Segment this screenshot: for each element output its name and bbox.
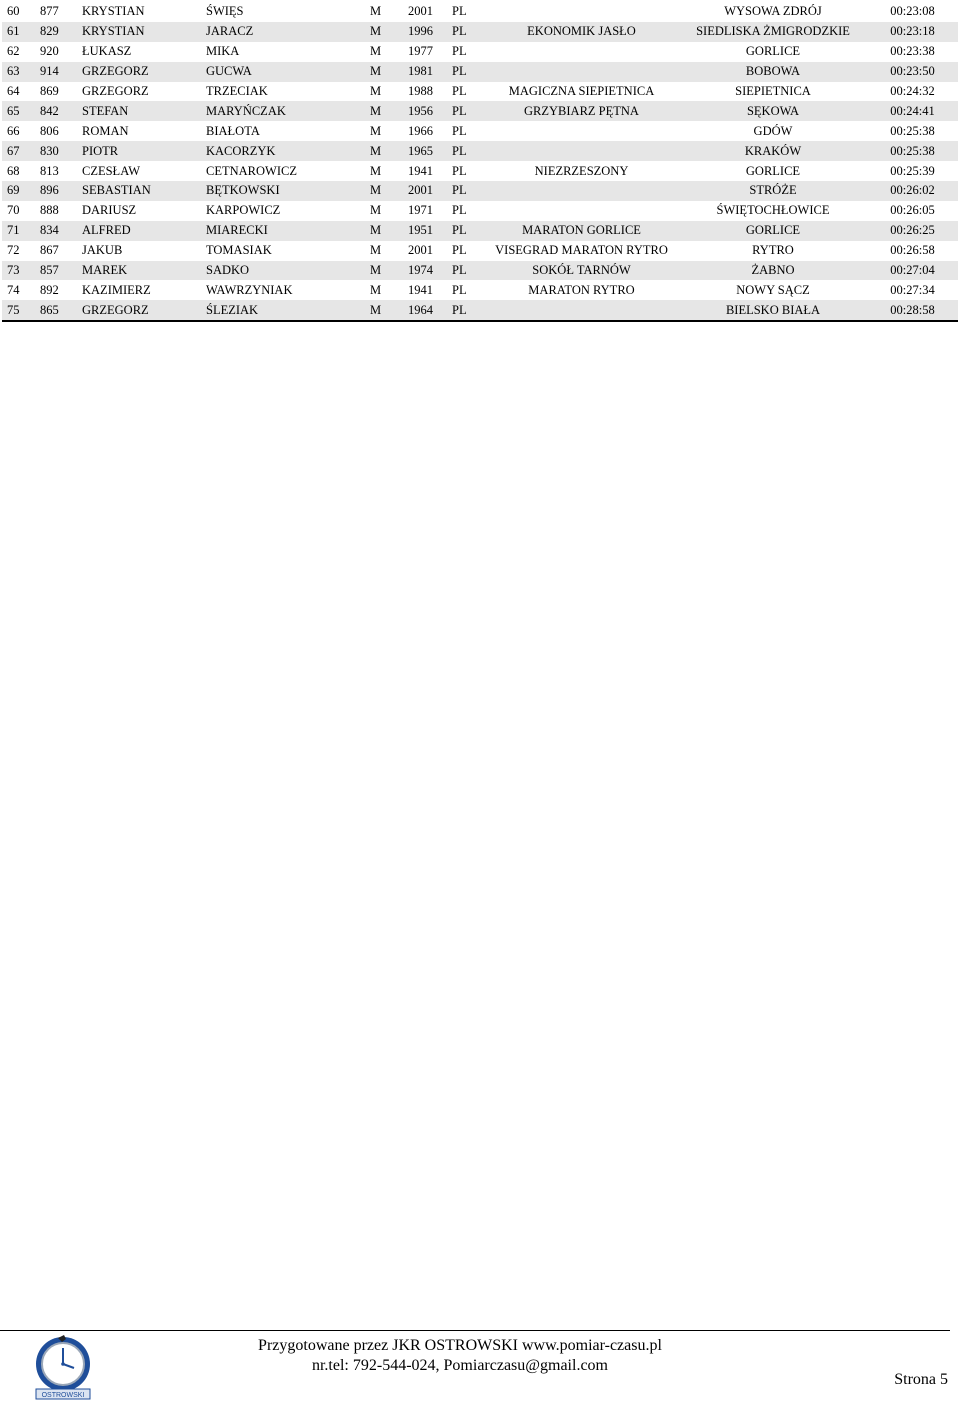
cell-position: 65 <box>2 101 40 121</box>
cell-time: 00:25:39 <box>890 163 935 178</box>
cell-time: 00:23:18 <box>867 22 958 42</box>
footer-credits <box>180 1336 740 1376</box>
cell-sex: M <box>370 221 408 241</box>
cell-bib: 813 <box>40 163 59 178</box>
cell-birth-year: 1941 <box>408 282 433 297</box>
cell-bib: 834 <box>40 221 82 241</box>
table-row <box>2 280 958 300</box>
cell-last-name: WAWRZYNIAK <box>206 282 293 297</box>
cell-first-name: STEFAN <box>82 101 206 121</box>
cell-bib: 914 <box>40 62 82 82</box>
cell-city: ŚWIĘTOCHŁOWICE <box>716 203 830 218</box>
table-row <box>2 221 958 241</box>
cell-position: 70 <box>7 203 20 218</box>
table-row <box>2 300 958 321</box>
cell-city: RYTRO <box>752 243 794 258</box>
cell-sex: M <box>370 84 382 98</box>
cell-first-name: ALFRED <box>82 221 206 241</box>
cell-first-name: KRYSTIAN <box>82 22 206 42</box>
cell-bib: 869 <box>40 84 59 98</box>
cell-sex: M <box>370 181 408 201</box>
cell-country: PL <box>452 101 484 121</box>
cell-time: 00:23:50 <box>867 62 958 82</box>
cell-country: PL <box>452 243 467 258</box>
cell-last-name: SADKO <box>206 261 370 281</box>
cell-bib: 829 <box>40 22 82 42</box>
cell-sex: M <box>370 163 382 178</box>
cell-last-name: MARYŃCZAK <box>206 101 370 121</box>
cell-sex: M <box>370 101 408 121</box>
cell-bib: 806 <box>40 123 59 138</box>
cell-city: GORLICE <box>745 163 801 178</box>
cell-last-name: ŚWIĘS <box>206 4 244 19</box>
cell-city: GDÓW <box>753 123 793 138</box>
cell-bib: 830 <box>40 141 82 161</box>
cell-position: 74 <box>7 282 20 297</box>
cell-bib: 896 <box>40 181 82 201</box>
cell-first-name: JAKUB <box>82 243 123 258</box>
cell-club: SOKÓŁ TARNÓW <box>484 261 679 281</box>
logo-text: OSTROWSKI <box>41 1392 85 1399</box>
cell-sex: M <box>370 243 382 258</box>
cell-country: PL <box>452 282 467 297</box>
cell-club: GRZYBIARZ PĘTNA <box>484 101 679 121</box>
cell-city: BOBOWA <box>679 62 867 82</box>
cell-first-name: GRZEGORZ <box>82 84 149 98</box>
cell-last-name: BĘTKOWSKI <box>206 181 370 201</box>
cell-club <box>484 300 679 321</box>
cell-sex: M <box>370 300 408 321</box>
cell-country: PL <box>452 4 467 19</box>
cell-city: KRAKÓW <box>679 141 867 161</box>
cell-club: MAGICZNA SIEPIETNICA <box>508 84 655 98</box>
cell-last-name: MIARECKI <box>206 221 370 241</box>
cell-birth-year: 1988 <box>408 84 433 98</box>
cell-last-name: GUCWA <box>206 62 370 82</box>
cell-club <box>484 2 679 22</box>
cell-birth-year: 2001 <box>408 4 433 19</box>
ostrowski-logo-icon <box>30 1334 96 1400</box>
cell-birth-year: 2001 <box>408 181 452 201</box>
cell-first-name: PIOTR <box>82 141 206 161</box>
cell-position: 60 <box>7 4 20 19</box>
cell-club: VISEGRAD MARATON RYTRO <box>495 243 668 258</box>
cell-country: PL <box>452 203 467 218</box>
cell-position: 75 <box>2 300 40 321</box>
cell-country: PL <box>452 141 484 161</box>
cell-time: 00:26:05 <box>890 203 935 218</box>
cell-sex: M <box>370 282 382 297</box>
cell-birth-year: 1971 <box>408 203 433 218</box>
cell-sex: M <box>370 4 382 19</box>
table-row <box>2 62 958 82</box>
cell-time: 00:23:38 <box>890 44 935 59</box>
cell-city: GORLICE <box>679 221 867 241</box>
cell-first-name: ROMAN <box>82 123 129 138</box>
cell-city: ŻABNO <box>679 261 867 281</box>
cell-club: NIEZRZESZONY <box>534 163 629 178</box>
cell-first-name: KAZIMIERZ <box>82 282 151 297</box>
cell-time: 00:25:38 <box>867 141 958 161</box>
cell-bib: 842 <box>40 101 82 121</box>
cell-birth-year: 1941 <box>408 163 433 178</box>
cell-last-name: ŚLEZIAK <box>206 300 370 321</box>
cell-position: 66 <box>7 123 20 138</box>
cell-club: MARATON RYTRO <box>528 282 635 297</box>
cell-first-name: DARIUSZ <box>82 203 137 218</box>
cell-last-name: TRZECIAK <box>206 84 268 98</box>
cell-country: PL <box>452 163 467 178</box>
cell-country: PL <box>452 300 484 321</box>
table-row <box>2 22 958 42</box>
cell-last-name: CETNAROWICZ <box>206 163 297 178</box>
cell-birth-year: 1951 <box>408 221 452 241</box>
cell-bib: 920 <box>40 44 59 59</box>
cell-sex: M <box>370 62 408 82</box>
cell-sex: M <box>370 22 408 42</box>
cell-first-name: CZESŁAW <box>82 163 141 178</box>
cell-position: 72 <box>7 243 20 258</box>
cell-country: PL <box>452 123 467 138</box>
footer-line-2: nr.tel: 792-544-024, Pomiarczasu@gmail.com <box>311 1357 608 1374</box>
footer-line-1: Przygotowane przez JKR OSTROWSKI www.pomiar-czasu.pl <box>258 1337 662 1354</box>
cell-birth-year: 2001 <box>408 243 433 258</box>
cell-club: EKONOMIK JASŁO <box>484 22 679 42</box>
cell-time: 00:27:34 <box>890 282 935 297</box>
cell-city: BIELSKO BIAŁA <box>679 300 867 321</box>
cell-last-name: BIAŁOTA <box>206 123 260 138</box>
table-row <box>2 42 958 62</box>
cell-club <box>484 141 679 161</box>
cell-position: 64 <box>7 84 20 98</box>
cell-position: 73 <box>2 261 40 281</box>
cell-position: 67 <box>2 141 40 161</box>
table-row <box>2 181 958 201</box>
cell-last-name: TOMASIAK <box>206 243 272 258</box>
table-row <box>2 82 958 102</box>
table-row <box>2 141 958 161</box>
cell-country: PL <box>452 221 484 241</box>
cell-position: 71 <box>2 221 40 241</box>
cell-last-name: JARACZ <box>206 22 370 42</box>
table-row <box>2 101 958 121</box>
cell-country: PL <box>452 62 484 82</box>
cell-birth-year: 1974 <box>408 261 452 281</box>
cell-bib: 857 <box>40 261 82 281</box>
cell-first-name: MAREK <box>82 261 206 281</box>
cell-time: 00:24:32 <box>890 84 935 98</box>
cell-sex: M <box>370 141 408 161</box>
table-row <box>2 121 958 141</box>
cell-bib: 865 <box>40 300 82 321</box>
cell-birth-year: 1977 <box>408 44 433 59</box>
cell-time: 00:28:58 <box>867 300 958 321</box>
cell-time: 00:26:25 <box>867 221 958 241</box>
cell-last-name: KARPOWICZ <box>206 203 281 218</box>
cell-club <box>484 42 679 62</box>
cell-city: STRÓŻE <box>679 181 867 201</box>
cell-bib: 867 <box>40 243 59 258</box>
table-row <box>2 201 958 221</box>
cell-sex: M <box>370 203 382 218</box>
cell-last-name: KACORZYK <box>206 141 370 161</box>
cell-country: PL <box>452 261 484 281</box>
table-row <box>2 241 958 261</box>
cell-position: 61 <box>2 22 40 42</box>
cell-sex: M <box>370 123 382 138</box>
results-table <box>2 2 958 322</box>
cell-time: 00:26:02 <box>867 181 958 201</box>
cell-birth-year: 1996 <box>408 22 452 42</box>
cell-position: 62 <box>7 44 20 59</box>
cell-city: GORLICE <box>745 44 801 59</box>
cell-birth-year: 1956 <box>408 101 452 121</box>
cell-country: PL <box>452 84 467 98</box>
cell-bib: 892 <box>40 282 59 297</box>
cell-club <box>484 121 679 141</box>
cell-time: 00:24:41 <box>867 101 958 121</box>
cell-country: PL <box>452 22 484 42</box>
cell-city: SĘKOWA <box>679 101 867 121</box>
footer-divider <box>0 1330 950 1331</box>
cell-club: MARATON GORLICE <box>484 221 679 241</box>
cell-first-name: ŁUKASZ <box>82 44 132 59</box>
cell-time: 00:23:08 <box>890 4 935 19</box>
cell-birth-year: 1981 <box>408 62 452 82</box>
cell-bib: 877 <box>40 4 59 19</box>
cell-time: 00:25:38 <box>890 123 935 138</box>
cell-club <box>484 181 679 201</box>
cell-birth-year: 1964 <box>408 300 452 321</box>
cell-first-name: SEBASTIAN <box>82 181 206 201</box>
cell-last-name: MIKA <box>206 44 240 59</box>
cell-position: 68 <box>7 163 20 178</box>
table-row <box>2 161 958 181</box>
cell-first-name: GRZEGORZ <box>82 62 206 82</box>
results-body <box>2 2 958 321</box>
page-number: Strona 5 <box>894 1371 948 1388</box>
cell-bib: 888 <box>40 203 59 218</box>
table-row <box>2 261 958 281</box>
cell-time: 00:27:04 <box>867 261 958 281</box>
cell-club <box>484 201 679 221</box>
cell-birth-year: 1965 <box>408 141 452 161</box>
cell-club <box>484 62 679 82</box>
cell-position: 69 <box>2 181 40 201</box>
cell-first-name: KRYSTIAN <box>82 4 145 19</box>
cell-city: WYSOWA ZDRÓJ <box>724 4 822 19</box>
cell-city: NOWY SĄCZ <box>736 282 810 297</box>
cell-country: PL <box>452 44 467 59</box>
table-row <box>2 2 958 22</box>
cell-position: 63 <box>2 62 40 82</box>
cell-country: PL <box>452 181 484 201</box>
cell-first-name: GRZEGORZ <box>82 300 206 321</box>
cell-city: SIEDLISKA ŻMIGRODZKIE <box>679 22 867 42</box>
cell-sex: M <box>370 261 408 281</box>
cell-time: 00:26:58 <box>890 243 935 258</box>
cell-birth-year: 1966 <box>408 123 433 138</box>
cell-city: SIEPIETNICA <box>735 84 811 98</box>
cell-sex: M <box>370 44 382 59</box>
